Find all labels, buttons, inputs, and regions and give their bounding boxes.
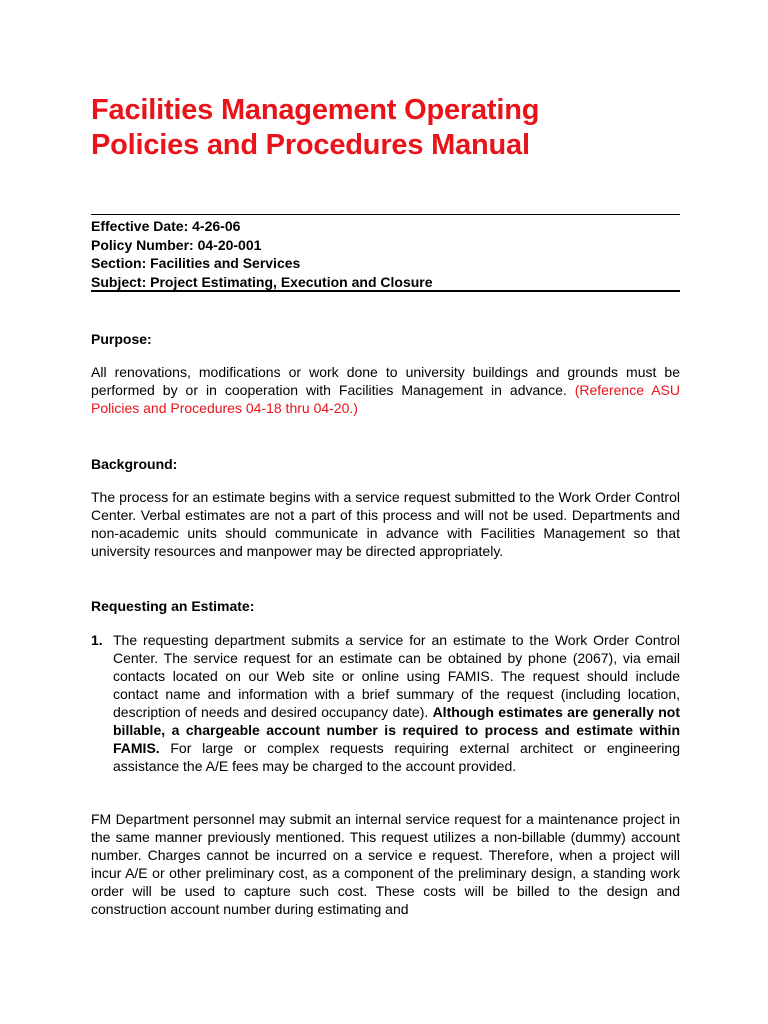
- purpose-reference: (Reference ASU Policies and Procedures 04-18 thru 04-20.): [91, 382, 680, 416]
- effective-date: Effective Date: 4-26-06: [91, 218, 241, 234]
- list-item-text: [113, 631, 680, 775]
- item-text-a: The requesting department submits a service for an estimate to the Work Order Control Center. The service request for an estimate can be obtained by phone (2067), via email contacts located on our Web site or online using FAMIS. The request should include contact name and information with a brief summary of the request (including location, description of needs and desired occupancy date).: [113, 632, 680, 720]
- bottom-divider: [91, 290, 680, 292]
- top-divider: [91, 214, 680, 215]
- purpose-text: All renovations, modifications or work done to university buildings and grounds must be performed by or in cooperation with Facilities Management in advance.: [91, 364, 680, 398]
- background-paragraph: The process for an estimate begins with a service request submitted to the Work Order Control Center. Verbal estimates are not a part of this process and will not be used. Departments and non-academic units should communicate in advance with Facilities Management so that university resources and manpower may be directed appropriately.: [91, 489, 680, 559]
- policy-meta-block: [91, 217, 680, 291]
- section: Section: Facilities and Services: [91, 255, 301, 271]
- document-title: [91, 93, 680, 163]
- policy-number: Policy Number: 04-20-001: [91, 236, 262, 253]
- title-line-1: Facilities Management Operating: [91, 94, 540, 126]
- item-text-b: For large or complex requests requiring external architect or engineering assistance the A/E fees may be charged to the account provided.: [113, 740, 680, 774]
- item-bold-text: Although estimates are generally not billable, a chargeable account number is required to process and estimate within FAMIS.: [113, 704, 680, 756]
- fm-paragraph: FM Department personnel may submit an internal service request for a maintenance project in the same manner previously mentioned. This request utilizes a non-billable (dummy) account number. Charges cannot be incurred on a service e request. Therefore, when a project will incur A/E or other preliminary cost, as a component of the preliminary design, a standing work order will be used to capture such cost. These costs will be billed to the design and construction account number during estimating and: [91, 811, 680, 917]
- list-item-number: 1.: [91, 632, 103, 648]
- title-line-2: Policies and Procedures Manual: [91, 129, 530, 161]
- subject: Subject: Project Estimating, Execution and Closure: [91, 273, 433, 290]
- requesting-heading: Requesting an Estimate:: [91, 598, 255, 614]
- purpose-paragraph: [91, 363, 680, 417]
- background-heading: Background:: [91, 456, 178, 472]
- purpose-heading: Purpose:: [91, 331, 152, 347]
